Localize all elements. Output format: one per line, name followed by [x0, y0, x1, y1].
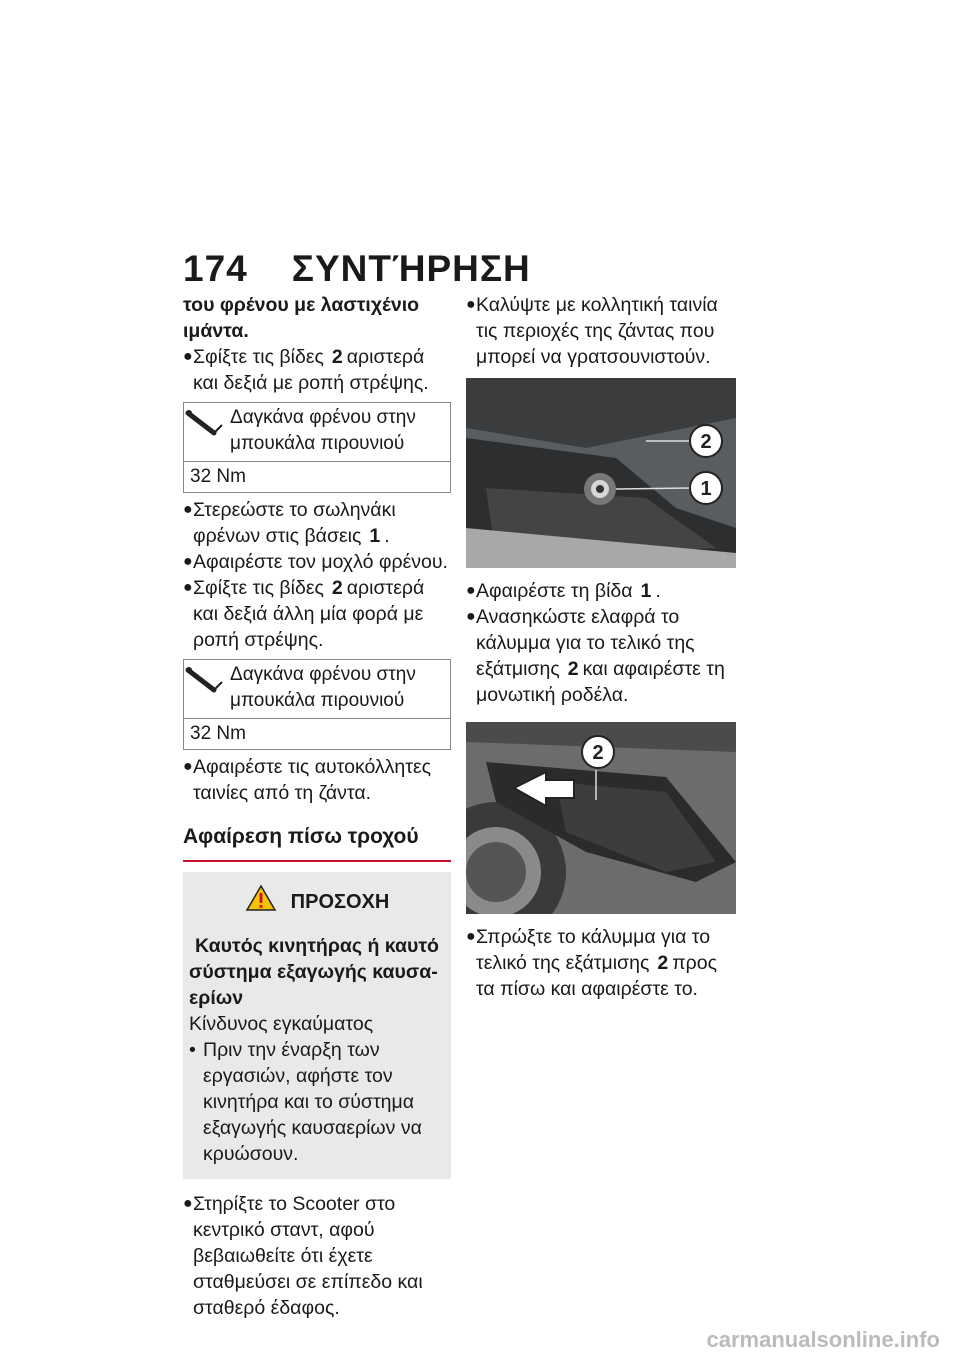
callout-label: 1	[700, 478, 712, 500]
reference-number: 2	[657, 952, 669, 974]
warning-action: • Πριν την έναρξη των εργασιών, αφήστε τον κινητήρα και το σύστημα εξαγωγής καυσαερίων να κρυώσουν.	[189, 1039, 422, 1165]
warning-title: ΠΡΟΣΟΧΗ	[290, 890, 390, 913]
torque-value: 32 Nm	[190, 466, 246, 487]
warning-subtitle: Καυτός κινητήρας ή καυτό	[195, 935, 439, 957]
torque-value: 32 Nm	[190, 723, 246, 744]
list-item: ● Στηρίξτε το Scooter στο κεντρικό σταντ, αφού βεβαιωθείτε ότι έχετε σταθμεύσει σε επίπεδο και σταθερό έδαφος.	[183, 1193, 423, 1319]
list-item: ● Ανασηκώστε ελαφρά το κάλυμμα για το τελικό της εξάτμισης 2 και αφαιρέστε τη μονωτική ροδέλα.	[466, 606, 725, 706]
torque-wrench-icon	[184, 660, 230, 718]
callout-label: 2	[592, 742, 604, 764]
torque-wrench-icon	[184, 403, 230, 461]
torque-spec-box	[183, 402, 451, 493]
callout-label: 2	[700, 431, 712, 453]
torque-label: Δαγκάνα φρένου στην μπουκάλα πιρουνιού	[230, 664, 416, 711]
reference-number: 1	[640, 580, 652, 602]
left-column	[183, 292, 451, 1321]
reference-number: 2	[331, 346, 343, 368]
reference-number: 2	[331, 577, 343, 599]
photo-exhaust-screw	[466, 378, 736, 568]
warning-box: ΠΡΟΣΟΧΗ Καυτός κινητήρας ή καυτό σύστημα εξαγωγής καυσα- ερίων Κίνδυνος εγκαύματος • Πριν την έναρξη των εργασιών, αφήστε τον κινητήρα και το σύστημα εξαγωγής καυσαερίων να κρυώσουν.	[183, 872, 451, 1179]
page-header	[183, 248, 531, 290]
list-item: ● Αφαιρέστε τη βίδα 1 .	[466, 580, 661, 602]
section-title: Αφαίρεση πίσω τροχού	[183, 824, 451, 862]
warning-hazard: Κίνδυνος εγκαύματος	[189, 1013, 374, 1035]
warning-triangle-icon	[245, 884, 277, 919]
right-column	[466, 292, 734, 1002]
page-number: 174	[183, 248, 248, 289]
reference-number: 2	[567, 658, 579, 680]
photo-exhaust-cover	[466, 722, 736, 914]
list-item: ● Σφίξτε τις βίδες 2 αριστερά και δεξιά με ροπή στρέψης.	[183, 346, 429, 394]
intro-text: του φρένου με λαστιχένιο ιμάντα.	[183, 294, 420, 342]
list-item: ● Στερεώστε το σωληνάκι φρένων στις βάσεις 1 .	[183, 499, 396, 547]
list-item: ● Αφαιρέστε τις αυτοκόλλητες ταινίες από τη ζάντα.	[183, 756, 432, 804]
torque-label: Δαγκάνα φρένου στην μπουκάλα πιρουνιού	[230, 407, 416, 454]
chapter-title: ΣΥΝΤΉΡΗΣΗ	[291, 248, 531, 289]
reference-number: 1	[369, 525, 381, 547]
torque-spec-box	[183, 659, 451, 750]
watermark: carmanualsonline.info	[706, 1327, 940, 1352]
list-item: ● Σφίξτε τις βίδες 2 αριστερά και δεξιά άλλη μία φορά με ροπή στρέψης.	[183, 577, 425, 651]
list-item: ● Σπρώξτε το κάλυμμα για το τελικό της εξάτμισης 2 προς τα πίσω και αφαιρέστε το.	[466, 926, 717, 1000]
list-item: ● Καλύψτε με κολλητική ταινία τις περιοχές της ζάντας που μπορεί να γρατσουνιστούν.	[466, 294, 718, 368]
list-item: ● Αφαιρέστε τον μοχλό φρένου.	[183, 551, 448, 573]
